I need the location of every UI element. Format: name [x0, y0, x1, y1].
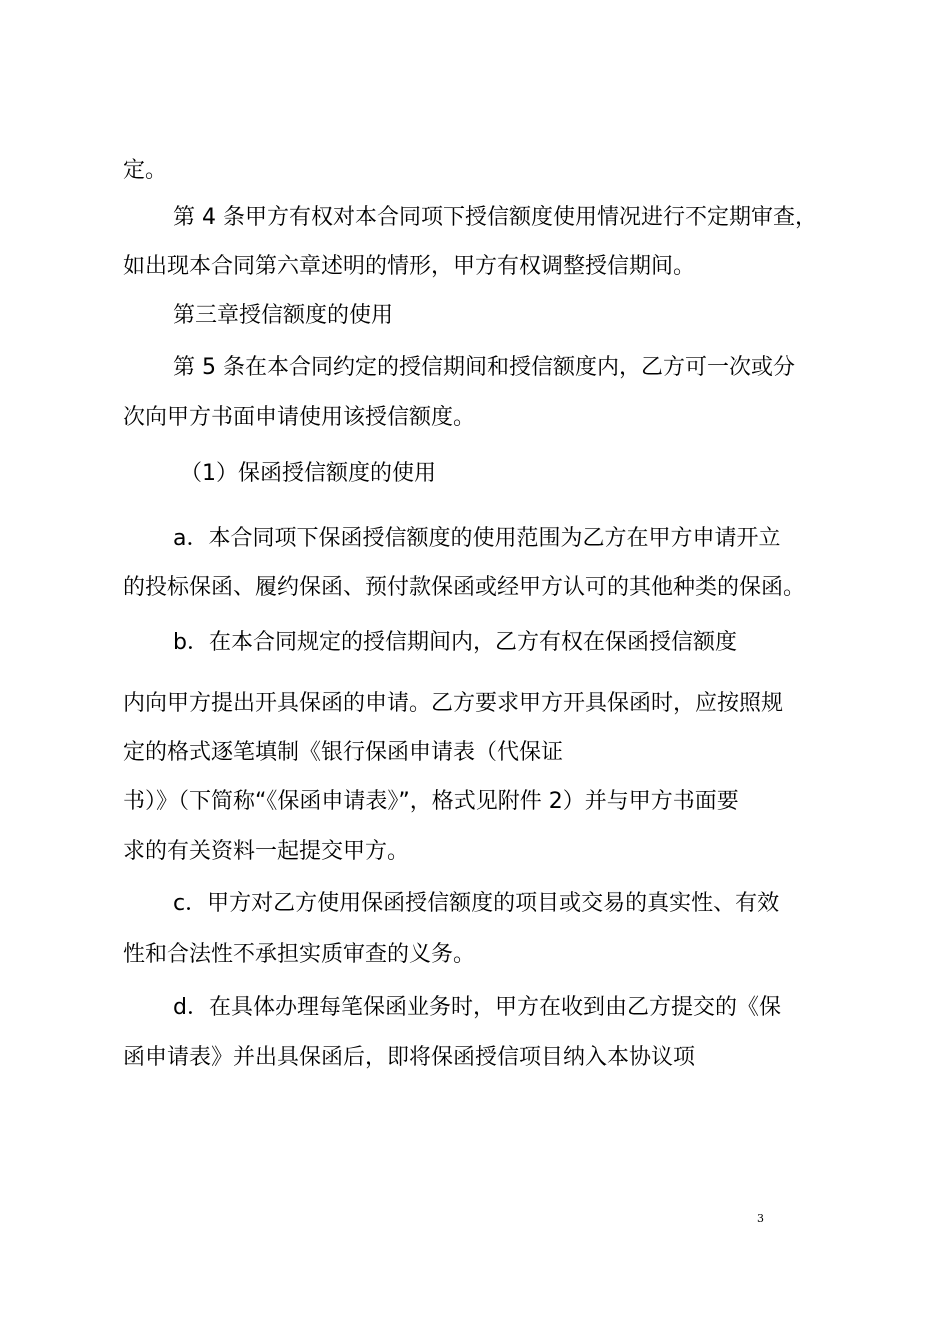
text-line-10: b．在本合同规定的授信期间内，乙方有权在保函授信额度: [173, 630, 737, 655]
text-line-15: c．甲方对乙方使用保函授信额度的项目或交易的真实性、有效: [173, 891, 780, 916]
text-line-9: 的投标保函、履约保函、预付款保函或经甲方认可的其他种类的保函。: [123, 575, 806, 600]
text-line-18: 函申请表》并出具保函后，即将保函授信项目纳入本协议项: [123, 1045, 696, 1070]
text-line-16: 性和合法性不承担实质审查的义务。: [123, 942, 476, 967]
text-line-12: 定的格式逐笔填制《银行保函申请表（代保证: [123, 740, 564, 765]
text-line-8: a．本合同项下保函授信额度的使用范围为乙方在甲方申请开立: [173, 526, 781, 551]
text-line-13: 书）》（下简称“《保函申请表》”，格式见附件 2）并与甲方书面要: [123, 789, 739, 814]
text-line-1: 定。: [123, 158, 168, 183]
text-line-11: 内向甲方提出开具保函的申请。乙方要求甲方开具保函时，应按照规: [123, 691, 784, 716]
page-number: 3: [757, 1212, 764, 1225]
text-line-3: 如出现本合同第六章述明的情形，甲方有权调整授信期间。: [123, 254, 696, 279]
text-line-5: 第 5 条在本合同约定的授信期间和授信额度内，乙方可一次或分: [173, 355, 795, 380]
text-line-2: 第 4 条甲方有权对本合同项下授信额度使用情况进行不定期审查，: [173, 205, 817, 230]
text-line-6: 次向甲方书面申请使用该授信额度。: [123, 405, 476, 430]
text-line-17: d．在具体办理每笔保函业务时，甲方在收到由乙方提交的《保: [173, 995, 781, 1020]
text-line-7: （1）保函授信额度的使用: [180, 461, 436, 486]
text-line-14: 求的有关资料一起提交甲方。: [123, 839, 410, 864]
text-line-4: 第三章授信额度的使用: [173, 303, 394, 328]
